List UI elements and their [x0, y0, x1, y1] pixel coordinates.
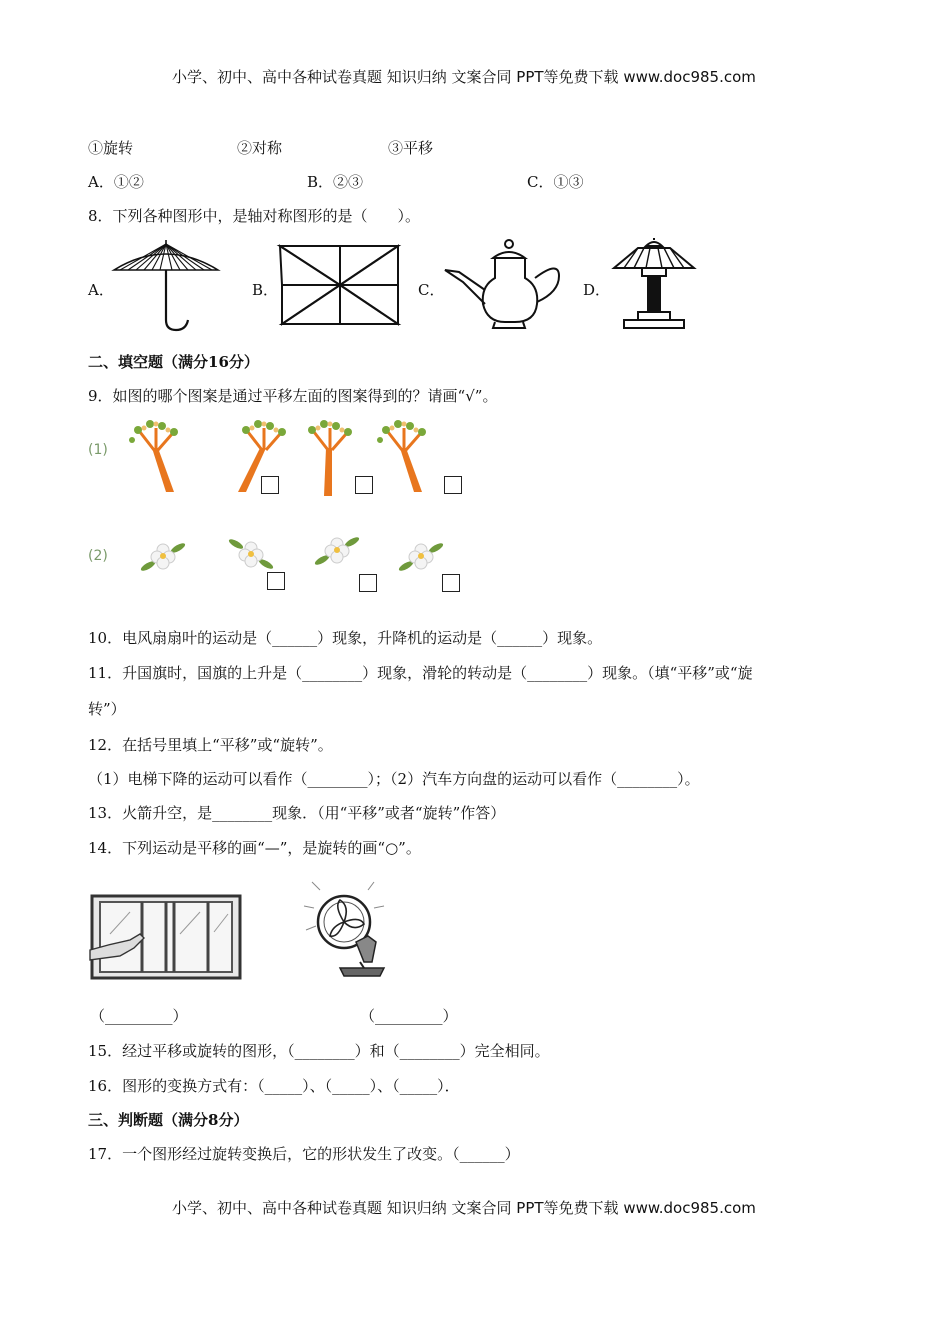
sliding-window-icon	[90, 894, 242, 980]
q12-subquestions: （1）电梯下降的运动可以看作（________）；（2）汽车方向盘的运动可以看作（________）。	[88, 770, 700, 788]
q12-text: 12．在括号里填上“平移”或“旋转”。	[88, 736, 333, 754]
q8-label-a: A．	[88, 281, 114, 299]
q7-item-3: ③平移	[388, 139, 434, 157]
q14-text: 14．下列运动是平移的画“—”，是旋转的画“○”。	[88, 839, 421, 857]
tree-original-icon	[122, 418, 186, 494]
q9-row1-checkbox-3[interactable]	[444, 476, 462, 494]
q7-item-2: ②对称	[237, 139, 283, 157]
q13-text: 13．火箭升空，是________现象．（用“平移”或者“旋转”作答）	[88, 804, 506, 822]
lamp-icon	[608, 238, 700, 332]
q9-row1-checkbox-2[interactable]	[355, 476, 373, 494]
q10-text: 10．电风扇扇叶的运动是（______）现象，升降机的运动是（______）现象。	[88, 629, 603, 647]
q8-label-b: B．	[252, 281, 279, 299]
q9-row2-checkbox-2[interactable]	[359, 574, 377, 592]
q9-row2-checkbox-1[interactable]	[267, 572, 285, 590]
q16-text: 16．图形的变换方式有：（_____）、（_____）、（_____）．	[88, 1077, 460, 1095]
page-header: 小学、初中、高中各种试卷真题 知识归纳 文案合同 PPT等免费下载 www.doc985.com	[172, 68, 756, 86]
q11-line-2: 转”）	[88, 700, 126, 718]
q7-option-c: C．①③	[527, 173, 584, 191]
section-2-heading: 二、填空题（满分16分）	[88, 353, 259, 371]
q7-item-1: ①旋转	[88, 139, 134, 157]
q9-row1-label: (1)	[88, 442, 108, 458]
q14-blank-1[interactable]: （_________）	[90, 1007, 188, 1025]
flower-original-icon	[140, 536, 186, 576]
q9-row2-checkbox-3[interactable]	[442, 574, 460, 592]
q9-row1-checkbox-1[interactable]	[261, 476, 279, 494]
flower-option-2-icon	[314, 530, 360, 570]
q11-line-1: 11．升国旗时，国旗的上升是（________）现象，滑轮的转动是（________）现象。（填“平移”或“旋	[88, 664, 753, 682]
teapot-icon	[443, 238, 565, 332]
q8-label-c: C．	[418, 281, 445, 299]
q7-option-b: B．②③	[307, 173, 364, 191]
q17-text: 17．一个图形经过旋转变换后，它的形状发生了改变。（______）	[88, 1145, 520, 1163]
q8-text: 8．下列各种图形中，是轴对称图形的是（ ）。	[88, 207, 421, 225]
section-3-heading: 三、判断题（满分8分）	[88, 1111, 249, 1129]
q9-row2-label: (2)	[88, 548, 108, 564]
flower-option-3-icon	[398, 536, 444, 576]
q8-label-d: D．	[583, 281, 611, 299]
electric-fan-icon	[300, 876, 400, 980]
umbrella-icon	[110, 240, 222, 335]
q14-blank-2[interactable]: （_________）	[360, 1007, 458, 1025]
tree-option-3-icon	[370, 418, 434, 494]
pinwheel-icon	[280, 244, 400, 326]
page-footer: 小学、初中、高中各种试卷真题 知识归纳 文案合同 PPT等免费下载 www.doc985.com	[172, 1199, 756, 1217]
q7-option-a: A．①②	[88, 173, 144, 191]
q15-text: 15．经过平移或旋转的图形，（________）和（________）完全相同。	[88, 1042, 550, 1060]
q9-text: 9．如图的哪个图案是通过平移左面的图案得到的？请画“√”。	[88, 387, 498, 405]
flower-option-1-icon	[228, 534, 274, 574]
